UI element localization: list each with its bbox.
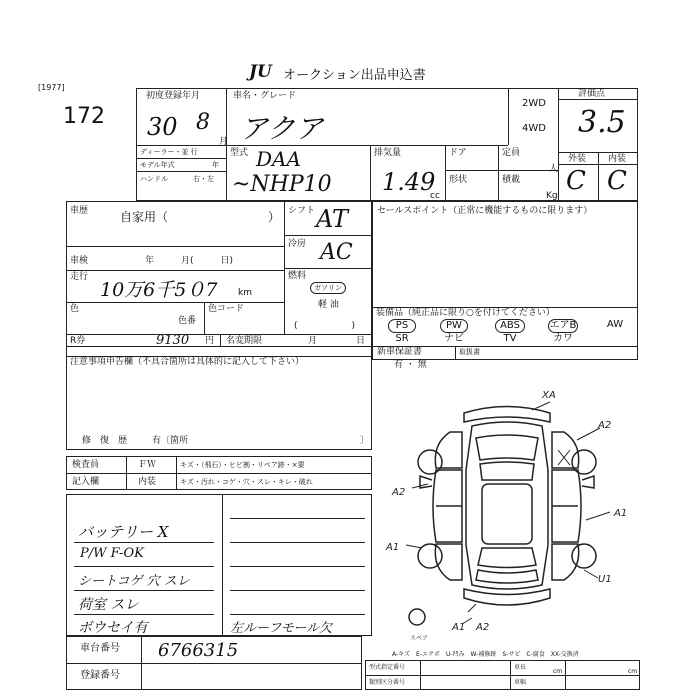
color-code-label: 色コード [208,304,245,314]
damage-mark-a1-left: A1 [386,542,400,553]
divider [498,145,499,201]
chassis-label: 車台番号 [80,643,120,654]
score-label: 評価点 [578,89,606,99]
reg-no-label: 登録番号 [80,670,120,681]
divider [74,590,214,591]
4wd-label: 4WD [522,123,546,134]
equipment-item-pw: PW [440,319,468,333]
damage-mark-a2-right: A2 [598,420,612,431]
fuel-value-circled: ガソリン [310,282,346,294]
divider [445,145,446,201]
year-unit: 年 [212,161,219,169]
cc-unit: cc [430,191,440,201]
divider [370,145,371,201]
divider [455,346,456,360]
divider [66,473,372,474]
usage-label: 車歴 [70,206,89,216]
inspection-label: 車検 [70,256,89,266]
color-label: 色 [70,304,80,314]
divider [74,614,214,615]
equipment-item-aw: AW [606,319,624,330]
model2-value: ~NHP10 [232,172,332,197]
divider [284,268,372,269]
equipment-item-abs: ABS [495,319,525,333]
footer-cm1: cm [553,668,563,675]
divider [66,334,372,335]
car-name-value: アクア [240,112,324,145]
load-label: 積載 [502,175,521,185]
ac-value: AC [320,240,353,265]
equipment-item-ps: PS [388,319,416,333]
damage-legend: A-キズ E-エクボ U-凹み W-補修跡 S-サビ C-腐食 XX-交換済 [392,651,579,658]
equipment-label: 装備品（純正品に限り○を付けてください） [376,308,555,318]
divider [66,270,284,271]
car-damage-diagram [372,380,640,645]
fuel-other: ( ) [294,321,356,331]
shift-value: AT [316,205,349,233]
divider [558,88,559,201]
handle-label: ハンドル [140,175,168,183]
damage-mark-a2-rear: A2 [476,622,490,633]
fuel-label: 燃料 [288,271,307,281]
header-logo: JU [249,62,272,82]
divider [74,542,214,543]
diesel-label: 軽 油 [318,300,339,310]
chassis-value: 6766315 [158,640,239,661]
entry-label: 記入欄 [72,477,100,487]
damage-mark-a1-right: A1 [614,508,628,519]
divider [136,171,226,172]
inspection-date: 年 月( 日) [145,256,234,266]
first-reg-year-value: 30 [147,113,178,141]
color-no-label: 色番 [178,316,197,326]
divider [136,158,226,159]
repair-bracket: 〕 [360,436,370,446]
displacement-value: 1.49 [382,168,436,196]
note-cargo: 荷室 スレ [78,597,139,613]
equipment-item-airbag: エアB [549,320,577,331]
footer-class-no: 類別区分番号 [369,679,406,686]
handle-lr: 右・左 [193,175,214,183]
mileage-label: 走行 [70,272,89,282]
divider [126,456,127,490]
divider [598,152,599,201]
footer-length: 車長 [514,664,527,671]
note-rustproof: ボウセイ有 [78,620,148,636]
km-unit: km [238,288,252,298]
recycle-label: R券 [70,336,86,346]
name-change-label: 名変期限 [226,336,263,346]
manual-label: 取扱書 [459,348,480,356]
defects-int: キズ・汚れ・コゲ・穴・スレ・キレ・破れ [180,478,313,486]
lot-number: 172 [63,104,105,129]
model-value: DAA [256,147,301,171]
interior2-label: 内装 [138,477,157,487]
form-title: オークション出品申込書 [283,68,426,83]
sales-point-label: セールスポイント（正常に機能するものに限ります） [377,206,593,216]
footer-type-no: 型式指定番号 [369,664,406,671]
defects-ext: キズ・（飛石）・ヒビ割・リペア跡・×要 [180,461,305,469]
divider [230,518,365,519]
yen-unit: 円 [205,336,215,346]
damage-mark-u1: U1 [598,574,612,585]
recycle-value: 9130 [156,333,190,348]
divider [230,566,365,567]
divider [510,660,511,690]
dealer-label: ディーラー・並 行 [140,148,198,156]
note-roof-molding: 左ルーフモール欠 [230,621,333,636]
usage-value: 自家用（ [120,210,169,224]
divider [445,170,558,171]
divider [284,235,372,236]
equipment-item-leather: カワ [553,333,573,344]
new-warranty-label: 新車保証書 [377,347,423,357]
note-seat: シートコゲ 穴 スレ [78,574,190,589]
model-year-label: モデル年式 [140,161,175,169]
divider [74,566,214,567]
equipment-item-navi: ナビ [444,333,464,344]
repair-value: 有〔箇所 [152,436,189,446]
damage-mark-a1-rear: A1 [452,622,466,633]
footer-width: 車幅 [514,679,527,686]
divider [420,660,421,690]
repair-label: 修 復 歴 [82,436,128,446]
month-unit-label: 月 [219,137,229,147]
score-value: 3.5 [578,105,626,140]
person-unit: 人 [549,164,559,174]
divider [66,302,284,303]
first-reg-month-value: 8 [196,110,210,135]
equipment-item-sr: SR [395,333,409,344]
damage-mark-xa: XA [542,390,556,401]
shift-label: シフト [288,206,316,216]
divider [204,302,205,334]
kg-unit: Kg [546,191,558,201]
note-pw: P/W F-OK [80,546,144,561]
damage-mark-a2-left: A2 [392,487,406,498]
inspector-label: 検査員 [72,460,100,470]
exterior-label: 外装 [568,154,587,164]
usage-close: ） [268,210,281,224]
car-name-label: 車名・グレード [233,91,297,101]
note-battery: バッテリー X [78,523,169,541]
ac-label: 冷房 [288,239,307,249]
exterior-grade-value: C [566,166,586,196]
model-label: 型式 [230,148,249,158]
warranty-value: 有 ・ 無 [394,360,427,370]
divider [66,246,284,247]
displacement-label: 排気量 [374,148,402,158]
divider [66,346,372,347]
2wd-label: 2WD [522,98,546,109]
divider [66,663,362,664]
interior-label: 内装 [608,154,627,164]
divider [558,99,638,100]
divider [508,88,509,145]
divider [222,494,223,636]
capacity-label: 定員 [502,148,521,158]
form-code: [1977] [38,83,65,92]
divider [230,590,365,591]
divider [230,542,365,543]
footer-cm2: cm [628,668,638,675]
divider [365,675,640,676]
spare-label: スペア [410,635,429,642]
shape-label: 形状 [449,175,468,185]
month-label: 月 [308,336,318,346]
divider [220,334,221,346]
divider [176,456,177,490]
fw-label: ＦＷ [138,460,157,470]
door-label: ドア [449,148,467,158]
divider [565,660,566,690]
first-reg-label: 初度登録年月 [146,91,201,101]
equipment-item-tv: TV [503,333,517,344]
day-label: 日 [356,336,366,346]
notes-label: 注意事項申告欄（不具合箇所は具体的に記入して下さい） [70,357,305,367]
interior-grade-value: C [607,166,627,196]
divider [230,614,365,615]
mileage-value: 10万6千5０7 [100,279,218,301]
divider [141,636,142,690]
